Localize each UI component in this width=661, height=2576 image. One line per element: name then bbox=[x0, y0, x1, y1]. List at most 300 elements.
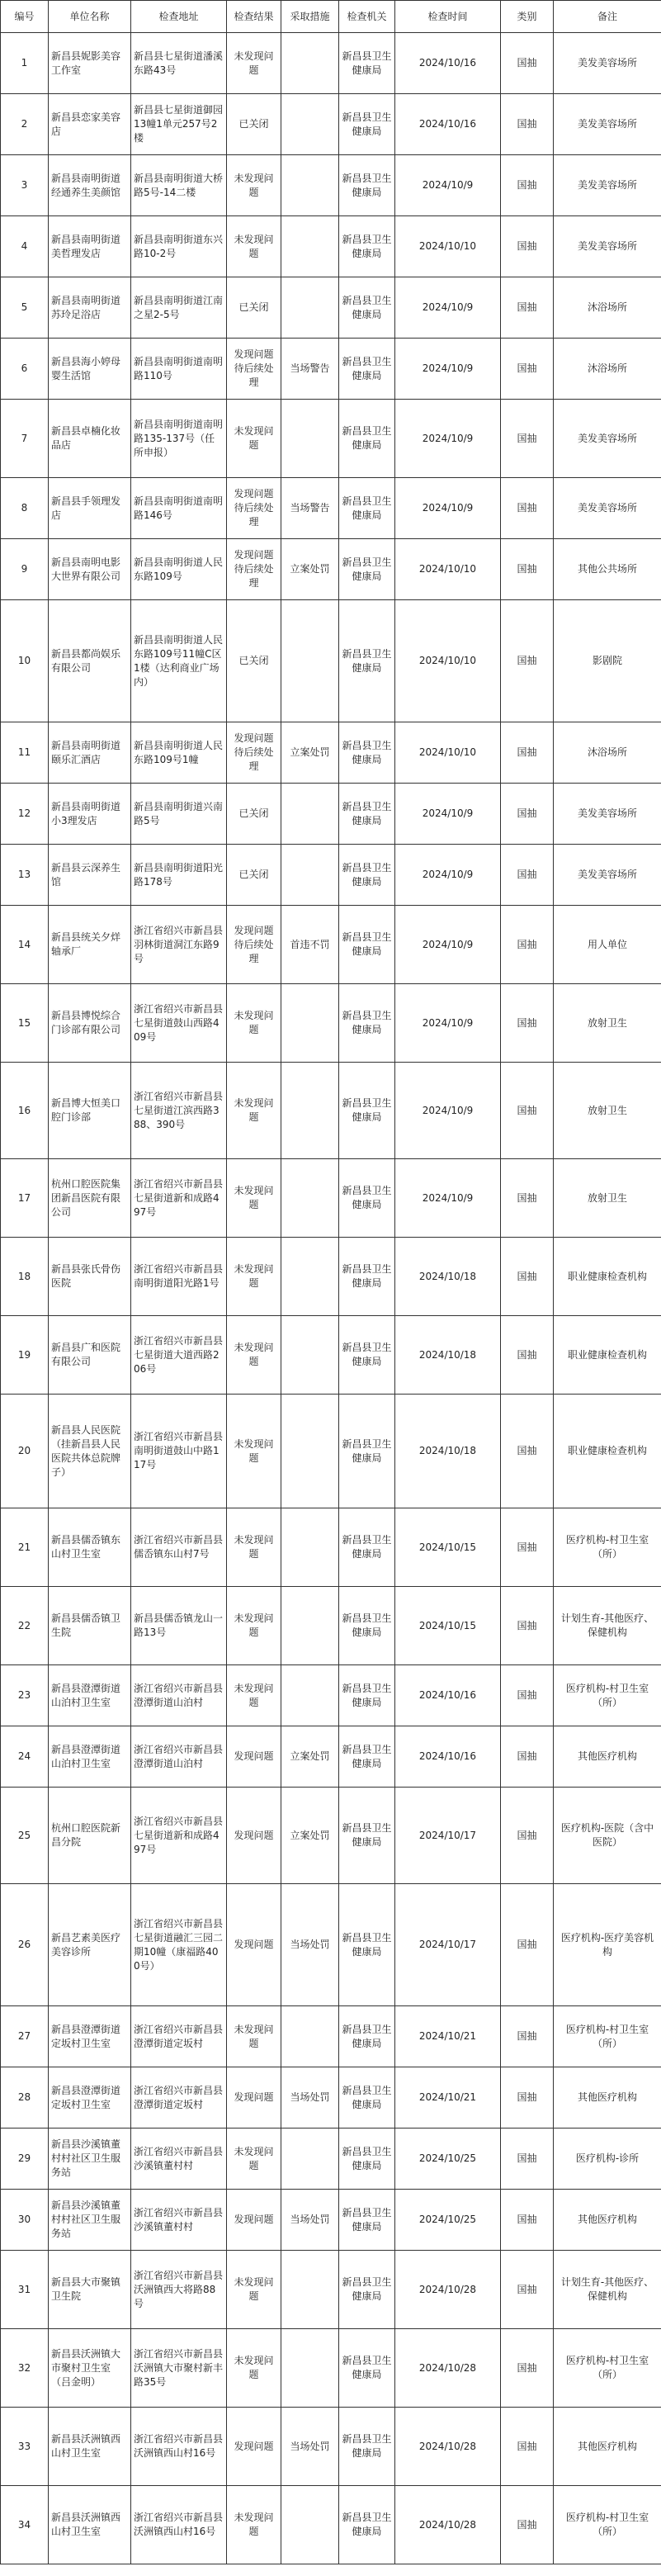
cell-category: 国抽 bbox=[501, 1063, 554, 1159]
cell-org: 新昌县卫生健康局 bbox=[339, 2408, 395, 2486]
cell-category: 国抽 bbox=[501, 2190, 554, 2251]
cell-no: 12 bbox=[1, 784, 49, 845]
cell-date: 2024/10/21 bbox=[395, 2067, 501, 2129]
table-row bbox=[1, 1726, 661, 1788]
cell-org: 新昌县卫生健康局 bbox=[339, 1788, 395, 1884]
cell-measure bbox=[281, 984, 339, 1063]
cell-unit: 杭州口腔医院新昌分院 bbox=[49, 1788, 131, 1884]
cell-date: 2024/10/15 bbox=[395, 1508, 501, 1587]
cell-no: 3 bbox=[1, 155, 49, 216]
cell-date: 2024/10/25 bbox=[395, 2129, 501, 2190]
cell-unit: 新昌县沙溪镇董村村社区卫生服务站 bbox=[49, 2129, 131, 2190]
cell-date: 2024/10/9 bbox=[395, 277, 501, 339]
cell-no: 7 bbox=[1, 400, 49, 478]
cell-category: 国抽 bbox=[501, 1665, 554, 1726]
cell-address: 浙江省绍兴市新昌县沃洲镇大市聚村新丰路35号 bbox=[131, 2329, 227, 2408]
cell-address: 新昌县南明街道大桥路5号-14二楼 bbox=[131, 155, 227, 216]
cell-unit: 新昌县广和医院有限公司 bbox=[49, 1316, 131, 1395]
cell-address: 新昌县南明街道东兴路10-2号 bbox=[131, 216, 227, 277]
cell-date: 2024/10/16 bbox=[395, 33, 501, 94]
cell-result: 未发现问题 bbox=[227, 1395, 281, 1508]
cell-address: 浙江省绍兴市新昌县澄潭街道定坂村 bbox=[131, 2067, 227, 2129]
cell-note: 其他医疗机构 bbox=[554, 1726, 661, 1788]
cell-note: 医疗机构-诊所 bbox=[554, 2129, 661, 2190]
cell-note: 放射卫生 bbox=[554, 1159, 661, 1238]
cell-org: 新昌县卫生健康局 bbox=[339, 1063, 395, 1159]
cell-no: 14 bbox=[1, 906, 49, 984]
cell-category: 国抽 bbox=[501, 539, 554, 600]
cell-org: 新昌县卫生健康局 bbox=[339, 155, 395, 216]
cell-org: 新昌县卫生健康局 bbox=[339, 2006, 395, 2067]
header-date: 检查时间 bbox=[395, 1, 501, 33]
cell-address: 新昌县南明街道南明路146号 bbox=[131, 478, 227, 539]
cell-org: 新昌县卫生健康局 bbox=[339, 2067, 395, 2129]
cell-org: 新昌县卫生健康局 bbox=[339, 1159, 395, 1238]
cell-result: 已关闭 bbox=[227, 784, 281, 845]
header-unit: 单位名称 bbox=[49, 1, 131, 33]
cell-org: 新昌县卫生健康局 bbox=[339, 2190, 395, 2251]
cell-no: 24 bbox=[1, 1726, 49, 1788]
cell-measure: 当场处罚 bbox=[281, 2408, 339, 2486]
cell-org: 新昌县卫生健康局 bbox=[339, 2486, 395, 2564]
cell-no: 33 bbox=[1, 2408, 49, 2486]
cell-org: 新昌县卫生健康局 bbox=[339, 539, 395, 600]
cell-no: 4 bbox=[1, 216, 49, 277]
cell-result: 发现问题 bbox=[227, 1884, 281, 2006]
cell-category: 国抽 bbox=[501, 339, 554, 400]
header-org: 检查机关 bbox=[339, 1, 395, 33]
cell-org: 新昌县卫生健康局 bbox=[339, 784, 395, 845]
cell-address: 浙江省绍兴市新昌县沙溪镇董村村 bbox=[131, 2190, 227, 2251]
cell-measure bbox=[281, 1316, 339, 1395]
cell-result: 未发现问题 bbox=[227, 1159, 281, 1238]
cell-address: 新昌县南明街道人民东路109号 bbox=[131, 539, 227, 600]
cell-unit: 新昌县儒岙镇东山村卫生室 bbox=[49, 1508, 131, 1587]
cell-unit: 新昌县澄潭街道山泊村卫生室 bbox=[49, 1726, 131, 1788]
cell-note: 医疗机构-村卫生室（所） bbox=[554, 2486, 661, 2564]
cell-date: 2024/10/10 bbox=[395, 216, 501, 277]
cell-result: 未发现问题 bbox=[227, 1238, 281, 1316]
cell-category: 国抽 bbox=[501, 722, 554, 784]
cell-address: 浙江省绍兴市新昌县沃洲镇西大将路88号 bbox=[131, 2251, 227, 2329]
cell-no: 27 bbox=[1, 2006, 49, 2067]
cell-note: 美发美容场所 bbox=[554, 400, 661, 478]
cell-note: 计划生育-其他医疗、保健机构 bbox=[554, 1587, 661, 1665]
cell-result: 发现问题 bbox=[227, 2408, 281, 2486]
cell-address: 浙江省绍兴市新昌县七星街道大道西路206号 bbox=[131, 1316, 227, 1395]
cell-address: 浙江省绍兴市新昌县七星街道新和成路497号 bbox=[131, 1159, 227, 1238]
cell-org: 新昌县卫生健康局 bbox=[339, 1316, 395, 1395]
cell-address: 新昌县南明街道阳光路178号 bbox=[131, 845, 227, 906]
cell-date: 2024/10/9 bbox=[395, 784, 501, 845]
cell-unit: 新昌县海小婷母婴生活馆 bbox=[49, 339, 131, 400]
cell-measure bbox=[281, 216, 339, 277]
cell-org: 新昌县卫生健康局 bbox=[339, 216, 395, 277]
table-row bbox=[1, 2251, 661, 2329]
cell-no: 26 bbox=[1, 1884, 49, 2006]
cell-date: 2024/10/10 bbox=[395, 600, 501, 722]
cell-no: 16 bbox=[1, 1063, 49, 1159]
cell-note: 医疗机构-村卫生室（所） bbox=[554, 1508, 661, 1587]
cell-note: 美发美容场所 bbox=[554, 216, 661, 277]
cell-result: 未发现问题 bbox=[227, 216, 281, 277]
cell-date: 2024/10/18 bbox=[395, 1238, 501, 1316]
cell-address: 浙江省绍兴市新昌县沃洲镇西山村16号 bbox=[131, 2486, 227, 2564]
cell-address: 浙江省绍兴市新昌县儒岙镇东山村7号 bbox=[131, 1508, 227, 1587]
table-row bbox=[1, 1788, 661, 1884]
cell-measure: 立案处罚 bbox=[281, 1726, 339, 1788]
table-row bbox=[1, 1587, 661, 1665]
cell-category: 国抽 bbox=[501, 1587, 554, 1665]
cell-category: 国抽 bbox=[501, 984, 554, 1063]
table-row bbox=[1, 2190, 661, 2251]
table-row bbox=[1, 400, 661, 478]
cell-unit: 新昌县澄潭街道定坂村卫生室 bbox=[49, 2006, 131, 2067]
cell-category: 国抽 bbox=[501, 400, 554, 478]
cell-unit: 新昌县沃洲镇大市聚村卫生室（吕金明） bbox=[49, 2329, 131, 2408]
cell-result: 未发现问题 bbox=[227, 1665, 281, 1726]
cell-result: 发现问题待后续处理 bbox=[227, 539, 281, 600]
cell-address: 浙江省绍兴市新昌县七星街道鼓山西路409号 bbox=[131, 984, 227, 1063]
cell-org: 新昌县卫生健康局 bbox=[339, 478, 395, 539]
table-row bbox=[1, 2408, 661, 2486]
cell-date: 2024/10/17 bbox=[395, 1884, 501, 2006]
cell-address: 新昌县南明街道人民东路109号11幢C区1楼（达利商业广场内） bbox=[131, 600, 227, 722]
cell-org: 新昌县卫生健康局 bbox=[339, 339, 395, 400]
cell-category: 国抽 bbox=[501, 216, 554, 277]
cell-note: 美发美容场所 bbox=[554, 478, 661, 539]
cell-result: 发现问题待后续处理 bbox=[227, 722, 281, 784]
cell-unit: 新昌县沃洲镇西山村卫生室 bbox=[49, 2486, 131, 2564]
table-row bbox=[1, 1395, 661, 1508]
table-row bbox=[1, 2129, 661, 2190]
table-row bbox=[1, 1665, 661, 1726]
cell-no: 29 bbox=[1, 2129, 49, 2190]
cell-note: 医疗机构-村卫生室（所） bbox=[554, 1665, 661, 1726]
cell-category: 国抽 bbox=[501, 2329, 554, 2408]
cell-note: 美发美容场所 bbox=[554, 94, 661, 155]
cell-measure bbox=[281, 1238, 339, 1316]
cell-result: 发现问题待后续处理 bbox=[227, 906, 281, 984]
cell-date: 2024/10/16 bbox=[395, 94, 501, 155]
cell-result: 已关闭 bbox=[227, 845, 281, 906]
cell-unit: 新昌县统关夕烊轴承厂 bbox=[49, 906, 131, 984]
cell-date: 2024/10/9 bbox=[395, 155, 501, 216]
cell-note: 沐浴场所 bbox=[554, 277, 661, 339]
cell-measure: 立案处罚 bbox=[281, 539, 339, 600]
cell-measure bbox=[281, 33, 339, 94]
cell-unit: 新昌县张氏骨伤医院 bbox=[49, 1238, 131, 1316]
cell-result: 发现问题 bbox=[227, 1726, 281, 1788]
table-row bbox=[1, 722, 661, 784]
cell-no: 5 bbox=[1, 277, 49, 339]
table-row bbox=[1, 984, 661, 1063]
cell-address: 新昌县七星街道御园13幢1单元257号2楼 bbox=[131, 94, 227, 155]
table-header-row bbox=[1, 1, 661, 33]
table-row bbox=[1, 845, 661, 906]
cell-date: 2024/10/10 bbox=[395, 539, 501, 600]
table-row bbox=[1, 600, 661, 722]
cell-address: 浙江省绍兴市新昌县七星街道江滨西路388、390号 bbox=[131, 1063, 227, 1159]
table-row bbox=[1, 155, 661, 216]
cell-measure bbox=[281, 2129, 339, 2190]
cell-result: 未发现问题 bbox=[227, 2329, 281, 2408]
cell-category: 国抽 bbox=[501, 33, 554, 94]
cell-no: 11 bbox=[1, 722, 49, 784]
cell-date: 2024/10/10 bbox=[395, 722, 501, 784]
cell-note: 美发美容场所 bbox=[554, 784, 661, 845]
cell-org: 新昌县卫生健康局 bbox=[339, 1665, 395, 1726]
cell-result: 未发现问题 bbox=[227, 33, 281, 94]
cell-category: 国抽 bbox=[501, 906, 554, 984]
cell-measure bbox=[281, 94, 339, 155]
cell-result: 未发现问题 bbox=[227, 1587, 281, 1665]
cell-result: 未发现问题 bbox=[227, 400, 281, 478]
cell-no: 18 bbox=[1, 1238, 49, 1316]
cell-no: 32 bbox=[1, 2329, 49, 2408]
cell-address: 浙江省绍兴市新昌县南明街道鼓山中路117号 bbox=[131, 1395, 227, 1508]
cell-note: 职业健康检查机构 bbox=[554, 1395, 661, 1508]
table-row bbox=[1, 33, 661, 94]
cell-unit: 新昌县都尚娱乐有限公司 bbox=[49, 600, 131, 722]
cell-date: 2024/10/25 bbox=[395, 2190, 501, 2251]
cell-no: 23 bbox=[1, 1665, 49, 1726]
cell-result: 未发现问题 bbox=[227, 2251, 281, 2329]
cell-address: 新昌县南明街道南明路135-137号（任所申报） bbox=[131, 400, 227, 478]
header-address: 检查地址 bbox=[131, 1, 227, 33]
cell-address: 浙江省绍兴市新昌县沙溪镇董村村 bbox=[131, 2129, 227, 2190]
table-row bbox=[1, 906, 661, 984]
table-row bbox=[1, 1063, 661, 1159]
table-row bbox=[1, 2486, 661, 2564]
cell-address: 新昌县南明街道南明路110号 bbox=[131, 339, 227, 400]
table-row bbox=[1, 2067, 661, 2129]
cell-org: 新昌县卫生健康局 bbox=[339, 277, 395, 339]
cell-no: 31 bbox=[1, 2251, 49, 2329]
table-row bbox=[1, 478, 661, 539]
cell-unit: 新昌县澄潭街道山泊村卫生室 bbox=[49, 1665, 131, 1726]
cell-measure bbox=[281, 2251, 339, 2329]
cell-result: 未发现问题 bbox=[227, 2006, 281, 2067]
cell-unit: 新昌博大恒美口腔门诊部 bbox=[49, 1063, 131, 1159]
cell-org: 新昌县卫生健康局 bbox=[339, 400, 395, 478]
cell-org: 新昌县卫生健康局 bbox=[339, 906, 395, 984]
cell-no: 19 bbox=[1, 1316, 49, 1395]
cell-note: 影剧院 bbox=[554, 600, 661, 722]
cell-note: 美发美容场所 bbox=[554, 845, 661, 906]
cell-org: 新昌县卫生健康局 bbox=[339, 600, 395, 722]
cell-no: 9 bbox=[1, 539, 49, 600]
cell-note: 其他公共场所 bbox=[554, 539, 661, 600]
cell-note: 医疗机构-村卫生室（所） bbox=[554, 2006, 661, 2067]
cell-result: 已关闭 bbox=[227, 94, 281, 155]
cell-no: 30 bbox=[1, 2190, 49, 2251]
header-note: 备注 bbox=[554, 1, 661, 33]
table-row bbox=[1, 277, 661, 339]
cell-note: 沐浴场所 bbox=[554, 339, 661, 400]
cell-no: 28 bbox=[1, 2067, 49, 2129]
cell-category: 国抽 bbox=[501, 277, 554, 339]
cell-category: 国抽 bbox=[501, 784, 554, 845]
cell-result: 未发现问题 bbox=[227, 1063, 281, 1159]
cell-unit: 新昌县云深养生馆 bbox=[49, 845, 131, 906]
cell-measure bbox=[281, 1665, 339, 1726]
cell-note: 职业健康检查机构 bbox=[554, 1238, 661, 1316]
cell-measure bbox=[281, 1587, 339, 1665]
cell-date: 2024/10/28 bbox=[395, 2329, 501, 2408]
cell-measure bbox=[281, 1159, 339, 1238]
cell-org: 新昌县卫生健康局 bbox=[339, 1238, 395, 1316]
cell-category: 国抽 bbox=[501, 94, 554, 155]
cell-category: 国抽 bbox=[501, 2486, 554, 2564]
cell-org: 新昌县卫生健康局 bbox=[339, 1395, 395, 1508]
header-category: 类别 bbox=[501, 1, 554, 33]
cell-date: 2024/10/28 bbox=[395, 2251, 501, 2329]
cell-unit: 新昌县妮影美容工作室 bbox=[49, 33, 131, 94]
cell-address: 浙江省绍兴市新昌县沃洲镇西山村16号 bbox=[131, 2408, 227, 2486]
cell-org: 新昌县卫生健康局 bbox=[339, 94, 395, 155]
cell-unit: 新昌县恋家美容店 bbox=[49, 94, 131, 155]
cell-unit: 新昌艺素美医疗美容诊所 bbox=[49, 1884, 131, 2006]
cell-measure bbox=[281, 784, 339, 845]
cell-org: 新昌县卫生健康局 bbox=[339, 722, 395, 784]
cell-unit: 新昌县澄潭街道定坂村卫生室 bbox=[49, 2067, 131, 2129]
cell-measure bbox=[281, 1508, 339, 1587]
cell-no: 6 bbox=[1, 339, 49, 400]
cell-note: 计划生育-其他医疗、保健机构 bbox=[554, 2251, 661, 2329]
cell-note: 其他医疗机构 bbox=[554, 2408, 661, 2486]
cell-result: 未发现问题 bbox=[227, 155, 281, 216]
cell-address: 浙江省绍兴市新昌县澄潭街道山泊村 bbox=[131, 1665, 227, 1726]
cell-address: 浙江省绍兴市新昌县七星街道新和成路497号 bbox=[131, 1788, 227, 1884]
cell-unit: 新昌县大市聚镇卫生院 bbox=[49, 2251, 131, 2329]
cell-category: 国抽 bbox=[501, 845, 554, 906]
cell-unit: 杭州口腔医院集团新昌医院有限公司 bbox=[49, 1159, 131, 1238]
cell-measure: 当场处罚 bbox=[281, 2190, 339, 2251]
cell-result: 未发现问题 bbox=[227, 1316, 281, 1395]
cell-measure: 当场处罚 bbox=[281, 2067, 339, 2129]
header-measure: 采取措施 bbox=[281, 1, 339, 33]
cell-measure bbox=[281, 600, 339, 722]
cell-date: 2024/10/9 bbox=[395, 478, 501, 539]
cell-unit: 新昌县南明街道美哲理发店 bbox=[49, 216, 131, 277]
cell-date: 2024/10/9 bbox=[395, 1063, 501, 1159]
cell-result: 未发现问题 bbox=[227, 2486, 281, 2564]
cell-unit: 新昌县沙溪镇董村村社区卫生服务站 bbox=[49, 2190, 131, 2251]
cell-measure bbox=[281, 2006, 339, 2067]
cell-address: 浙江省绍兴市新昌县澄潭街道山泊村 bbox=[131, 1726, 227, 1788]
cell-measure: 首违不罚 bbox=[281, 906, 339, 984]
cell-measure: 当场处罚 bbox=[281, 1884, 339, 2006]
cell-note: 美发美容场所 bbox=[554, 33, 661, 94]
cell-date: 2024/10/18 bbox=[395, 1316, 501, 1395]
cell-unit: 新昌县卓楠化妆品店 bbox=[49, 400, 131, 478]
cell-address: 浙江省绍兴市新昌县羽林街道洞江东路9号 bbox=[131, 906, 227, 984]
cell-no: 10 bbox=[1, 600, 49, 722]
cell-category: 国抽 bbox=[501, 2129, 554, 2190]
cell-org: 新昌县卫生健康局 bbox=[339, 2251, 395, 2329]
cell-address: 浙江省绍兴市新昌县南明街道阳光路1号 bbox=[131, 1238, 227, 1316]
cell-address: 新昌县南明街道兴南路5号 bbox=[131, 784, 227, 845]
table-row bbox=[1, 2329, 661, 2408]
cell-date: 2024/10/9 bbox=[395, 906, 501, 984]
cell-measure bbox=[281, 155, 339, 216]
cell-address: 新昌县南明街道江南之星2-5号 bbox=[131, 277, 227, 339]
cell-measure: 立案处罚 bbox=[281, 1788, 339, 1884]
cell-category: 国抽 bbox=[501, 1395, 554, 1508]
cell-address: 浙江省绍兴市新昌县澄潭街道定坂村 bbox=[131, 2006, 227, 2067]
cell-note: 放射卫生 bbox=[554, 1063, 661, 1159]
cell-result: 发现问题 bbox=[227, 2190, 281, 2251]
cell-date: 2024/10/9 bbox=[395, 845, 501, 906]
cell-result: 发现问题待后续处理 bbox=[227, 339, 281, 400]
cell-address: 新昌县南明街道人民东路109号1幢 bbox=[131, 722, 227, 784]
cell-address: 新昌县七星街道潘溪东路43号 bbox=[131, 33, 227, 94]
cell-no: 25 bbox=[1, 1788, 49, 1884]
cell-date: 2024/10/28 bbox=[395, 2486, 501, 2564]
cell-measure: 当场警告 bbox=[281, 339, 339, 400]
cell-category: 国抽 bbox=[501, 2408, 554, 2486]
cell-no: 17 bbox=[1, 1159, 49, 1238]
cell-note: 医疗机构-村卫生室（所） bbox=[554, 2329, 661, 2408]
cell-unit: 新昌县南明街道小3理发店 bbox=[49, 784, 131, 845]
cell-category: 国抽 bbox=[501, 1238, 554, 1316]
table-row bbox=[1, 216, 661, 277]
cell-measure bbox=[281, 2486, 339, 2564]
cell-unit: 新昌县南明街道经通养生美颜馆 bbox=[49, 155, 131, 216]
cell-address: 新昌县儒岙镇龙山一路13号 bbox=[131, 1587, 227, 1665]
cell-unit: 新昌县南明电影大世界有限公司 bbox=[49, 539, 131, 600]
cell-result: 发现问题 bbox=[227, 2067, 281, 2129]
cell-category: 国抽 bbox=[501, 2251, 554, 2329]
cell-category: 国抽 bbox=[501, 600, 554, 722]
cell-org: 新昌县卫生健康局 bbox=[339, 33, 395, 94]
cell-result: 发现问题 bbox=[227, 1788, 281, 1884]
cell-category: 国抽 bbox=[501, 1508, 554, 1587]
cell-org: 新昌县卫生健康局 bbox=[339, 845, 395, 906]
table-row bbox=[1, 1238, 661, 1316]
cell-measure bbox=[281, 277, 339, 339]
cell-no: 21 bbox=[1, 1508, 49, 1587]
cell-result: 发现问题待后续处理 bbox=[227, 478, 281, 539]
cell-date: 2024/10/9 bbox=[395, 339, 501, 400]
cell-category: 国抽 bbox=[501, 1788, 554, 1884]
table-row bbox=[1, 1508, 661, 1587]
header-no: 编号 bbox=[1, 1, 49, 33]
cell-no: 1 bbox=[1, 33, 49, 94]
cell-address: 浙江省绍兴市新昌县七星街道融汇三园二期10幢（康福路400号） bbox=[131, 1884, 227, 2006]
cell-org: 新昌县卫生健康局 bbox=[339, 1726, 395, 1788]
cell-no: 15 bbox=[1, 984, 49, 1063]
cell-category: 国抽 bbox=[501, 155, 554, 216]
cell-measure: 立案处罚 bbox=[281, 722, 339, 784]
cell-org: 新昌县卫生健康局 bbox=[339, 2329, 395, 2408]
cell-no: 2 bbox=[1, 94, 49, 155]
table-row bbox=[1, 2006, 661, 2067]
table-row bbox=[1, 539, 661, 600]
table-row bbox=[1, 339, 661, 400]
cell-result: 已关闭 bbox=[227, 600, 281, 722]
cell-category: 国抽 bbox=[501, 478, 554, 539]
cell-unit: 新昌县沃洲镇西山村卫生室 bbox=[49, 2408, 131, 2486]
cell-unit: 新昌县手领理发店 bbox=[49, 478, 131, 539]
table-row bbox=[1, 1884, 661, 2006]
cell-note: 用人单位 bbox=[554, 906, 661, 984]
cell-note: 医疗机构-医疗美容机构 bbox=[554, 1884, 661, 2006]
cell-measure bbox=[281, 845, 339, 906]
cell-category: 国抽 bbox=[501, 2067, 554, 2129]
cell-org: 新昌县卫生健康局 bbox=[339, 1508, 395, 1587]
